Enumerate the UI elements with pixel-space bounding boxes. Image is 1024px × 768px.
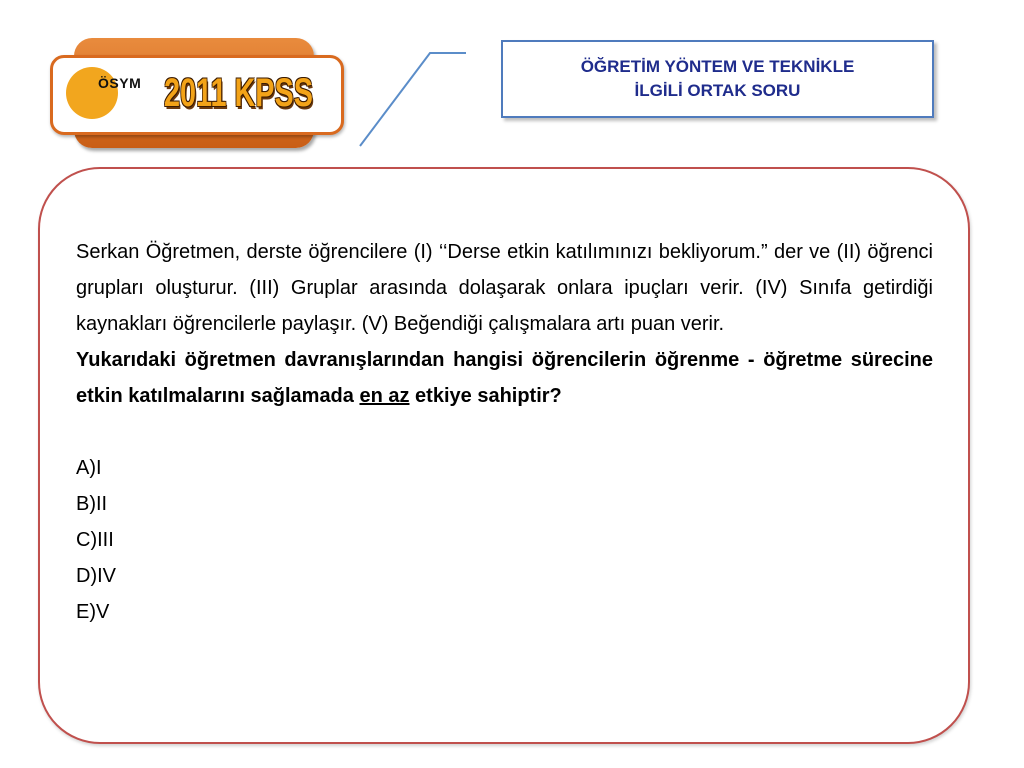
option-c[interactable]: C)III — [76, 529, 114, 551]
prompt-emphasis: en az — [359, 385, 410, 407]
title-box — [501, 40, 934, 118]
answer-options — [76, 450, 933, 630]
prompt-before: Yukarıdaki öğretmen davranışlarından hangisi öğrencilerin öğrenme - öğretme sürecine etkin katılmalarını sağlamada — [76, 349, 933, 407]
option-a[interactable]: A)I — [76, 457, 102, 479]
title-line-1: ÖĞRETİM YÖNTEM VE TEKNİKLE — [580, 57, 855, 76]
option-b[interactable]: B)II — [76, 493, 108, 515]
question-stem: Serkan Öğretmen, derste öğrencilere (I) ‘‘Derse etkin katılımınızı bekliyorum.” der ve (II) öğrenci grupları oluşturur. (III) Gruplar arasında dolaşarak onlara ipuçları verir. (IV) Sınıfa getirdiği kaynakları öğrencilerle paylaşır. (V) Beğendiği çalışmalara artı puan verir. — [76, 241, 933, 335]
logo-org-text: ÖSYM — [98, 75, 142, 91]
option-e[interactable]: E)V — [76, 601, 110, 623]
question-prompt — [76, 342, 933, 414]
prompt-after: etkiye sahiptir? — [409, 385, 562, 407]
question-content — [76, 234, 933, 630]
logo-exam-text: 2011 KPSS — [164, 71, 313, 115]
option-d[interactable]: D)IV — [76, 565, 116, 587]
title-line-2: İLGİLİ ORTAK SORU — [634, 81, 801, 100]
